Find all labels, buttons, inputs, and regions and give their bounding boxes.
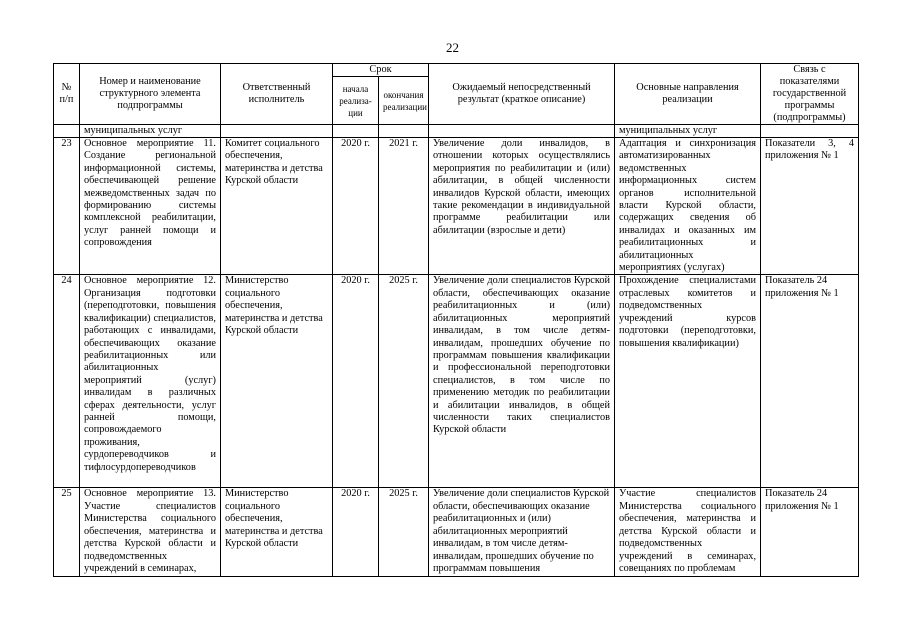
header-end: окончания реализации	[379, 77, 429, 125]
cell-directions: Участие специалистов Министерства социального обеспечения, материнства и детства Курской области и подведомственных учреждений в семинарах, совещаниях по проблемам	[615, 488, 761, 577]
cell-responsible: Министерство социального обеспечения, материнства и детства Курской области	[221, 275, 333, 488]
cell-name: Основное мероприятие 13. Участие специалистов Министерства социального обеспечения, материнства и детства Курской области и подведомственных учреждений в семинарах,	[80, 488, 221, 577]
cell-num: 23	[54, 138, 80, 275]
cell-start: 2020 г.	[333, 138, 379, 275]
cell-start: 2020 г.	[333, 275, 379, 488]
cell-responsible: Министерство социального обеспечения, материнства и детства Курской области	[221, 488, 333, 577]
cell-link: Показатели 3, 4 приложения № 1	[761, 138, 859, 275]
page-number: 22	[446, 40, 459, 55]
cell-name: Основное мероприятие 11. Создание региональной информационной системы, обеспечивающей решение межведомственных задач по формированию системы комплексной реабилитации, услуг ранней помощи и сопровождения	[80, 138, 221, 275]
program-activities-table	[53, 63, 859, 577]
cell-link: Показатель 24 приложения № 1	[761, 488, 859, 577]
table-row	[54, 138, 859, 275]
table-row	[54, 488, 859, 577]
cell-directions: муниципальных услуг	[615, 125, 761, 138]
cell-name: муниципальных услуг	[80, 125, 221, 138]
cell-directions: Адаптация и синхронизация автоматизированных ведомственных информационных систем органов исполнительной власти Курской области, содержащих сведения об инвалидах и оказанных им реабилитационных и абилитационных мероприятиях (услугах)	[615, 138, 761, 275]
cell-start: 2020 г.	[333, 488, 379, 577]
header-result: Ожидаемый непосредственный результат (краткое описание)	[429, 64, 615, 125]
header-term: Срок	[333, 64, 429, 77]
header-name: Номер и наименование структурного элемента подпрограммы	[80, 64, 221, 125]
cell-responsible: Комитет социального обеспечения, материнства и детства Курской области	[221, 138, 333, 275]
cell-link: Показатель 24 приложения № 1	[761, 275, 859, 488]
header-link: Связь с показателями государственной программы (подпрограммы)	[761, 64, 859, 125]
header-directions: Основные направления реализации	[615, 64, 761, 125]
header-num: № п/п	[54, 64, 80, 125]
cell-result: Увеличение доли инвалидов, в отношении которых осуществлялись мероприятия по реабилитации и (или) абилитации, в общей численности инвалидов Курской области, имеющих такие рекомендации в индивидуальной программе реабилитации или абилитации (взрослые и дети)	[429, 138, 615, 275]
cell-name: Основное мероприятие 12. Организация подготовки (переподготовки, повышения квалификации) специалистов, работающих с инвалидами, обеспечивающих оказание реабилитационных или абилитационных мероприятий (услуг) инвалидам в различных сферах деятельности, услуг ранней помощи, сопровождаемого проживания, сурдопереводчиков и тифлосурдопереводчиков	[80, 275, 221, 488]
table-row-continuation	[54, 125, 859, 138]
cell-end: 2025 г.	[379, 275, 429, 488]
header-responsible: Ответственный исполнитель	[221, 64, 333, 125]
cell-directions: Прохождение специалистами отраслевых комитетов и подведомственных учреждений курсов подготовки (переподготовки, повышения квалификации)	[615, 275, 761, 488]
cell-num: 25	[54, 488, 80, 577]
cell-result: Увеличение доли специалистов Курской области, обеспечивающих оказание реабилитационных и (или) абилитационных мероприятий инвалидам, в том числе детям-инвалидам, прошедших обучение по программам повышения квалификации и профессиональной переподготовки специалистов, в том числе по применению методик по реабилитации и абилитации инвалидов, в общей численности таких специалистов Курской области	[429, 275, 615, 488]
table-row	[54, 275, 859, 488]
cell-num: 24	[54, 275, 80, 488]
cell-end: 2025 г.	[379, 488, 429, 577]
cell-end: 2021 г.	[379, 138, 429, 275]
cell-result: Увеличение доли специалистов Курской области, обеспечивающих оказание реабилитационных и (или) абилитационных мероприятий инвалидам, в том числе детям-инвалидам, прошедших обучение по программам повышения	[429, 488, 615, 577]
header-start: начала реализа-ции	[333, 77, 379, 125]
